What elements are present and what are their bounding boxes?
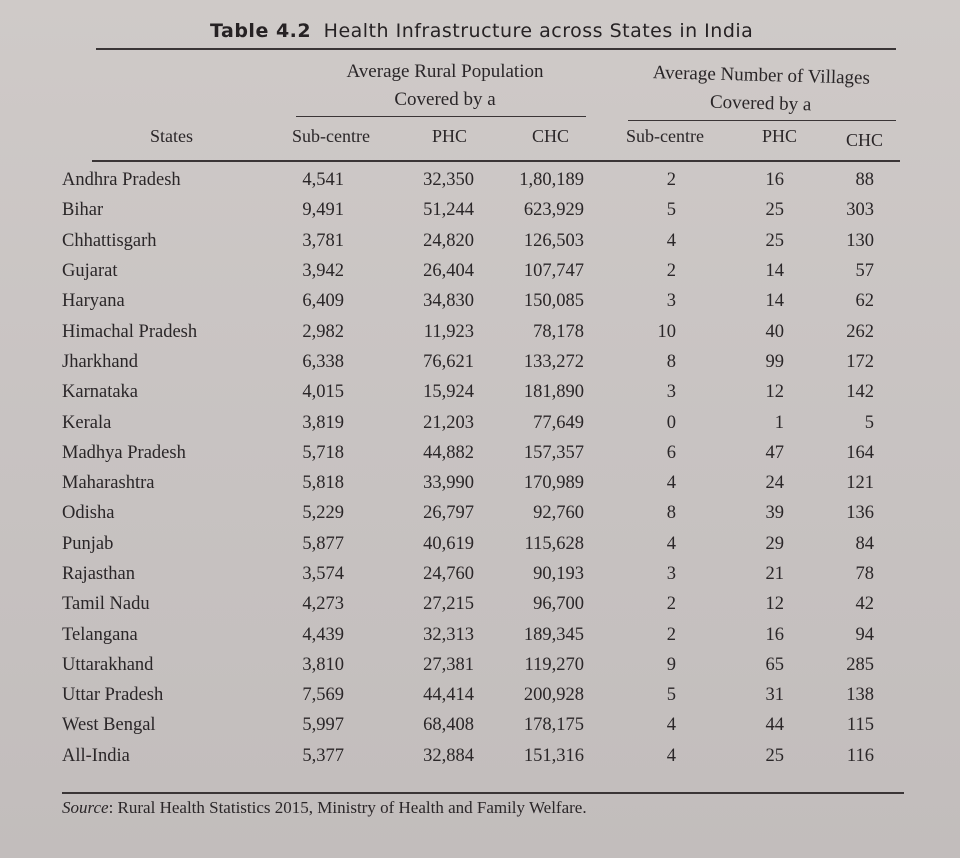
table-row <box>62 529 874 559</box>
table-row <box>62 347 874 377</box>
cell-vil-subcentre: 2 <box>666 624 676 645</box>
group-header-villages-line2: Covered by a <box>709 91 812 116</box>
cell-pop-chc: 78,178 <box>533 321 584 342</box>
cell-pop-phc: 33,990 <box>423 473 474 494</box>
cell-vil-phc: 31 <box>765 685 784 706</box>
cell-vil-phc: 65 <box>765 654 784 675</box>
cell-pop-chc: 150,085 <box>523 291 584 312</box>
cell-vil-subcentre: 3 <box>666 564 676 584</box>
cell-state-name: Punjab <box>62 533 114 554</box>
cell-vil-chc: 164 <box>846 442 874 463</box>
cell-pop-phc: 40,619 <box>423 533 474 554</box>
group-header-population-line2: Covered by a <box>394 89 496 110</box>
cell-pop-phc: 26,404 <box>423 261 474 282</box>
cell-pop-subcentre: 3,819 <box>302 412 344 433</box>
cell-vil-phc: 16 <box>765 170 784 191</box>
cell-pop-subcentre: 4,015 <box>302 382 344 403</box>
cell-pop-phc: 68,408 <box>423 715 474 736</box>
cell-pop-chc: 623,929 <box>523 200 584 221</box>
cell-vil-subcentre: 3 <box>666 291 676 312</box>
cell-pop-phc: 32,350 <box>423 170 474 191</box>
cell-vil-chc: 5 <box>864 412 874 433</box>
cell-pop-phc: 24,820 <box>423 230 474 251</box>
cell-pop-phc: 51,244 <box>423 200 474 221</box>
cell-pop-subcentre: 6,338 <box>302 351 344 372</box>
cell-state-name: Bihar <box>62 200 104 221</box>
source-note <box>62 798 587 818</box>
cell-vil-subcentre: 9 <box>666 654 676 675</box>
cell-vil-subcentre: 10 <box>657 321 676 342</box>
cell-vil-phc: 24 <box>765 473 784 494</box>
cell-vil-subcentre: 4 <box>666 715 676 736</box>
cell-pop-phc: 76,621 <box>423 351 474 372</box>
cell-pop-chc: 133,272 <box>523 351 584 372</box>
cell-vil-phc: 25 <box>765 745 784 766</box>
cell-pop-chc: 1,80,189 <box>519 170 584 191</box>
cell-pop-chc: 119,270 <box>524 654 584 675</box>
table-number: Table 4.2 <box>210 20 312 42</box>
cell-vil-chc: 262 <box>846 321 874 342</box>
cell-pop-chc: 96,700 <box>533 594 584 615</box>
source-label: Source <box>62 798 109 817</box>
cell-vil-phc: 39 <box>765 503 784 524</box>
cell-vil-phc: 12 <box>765 382 784 403</box>
cell-state-name: Karnataka <box>62 382 139 403</box>
cell-vil-subcentre: 8 <box>666 503 676 524</box>
cell-pop-chc: 126,503 <box>523 230 584 251</box>
group-header-villages <box>619 58 902 121</box>
cell-pop-subcentre: 3,574 <box>302 564 344 584</box>
cell-pop-phc: 27,215 <box>423 594 474 615</box>
cell-pop-phc: 11,923 <box>423 321 474 342</box>
table-row <box>62 741 874 771</box>
cell-pop-subcentre: 3,942 <box>302 261 344 282</box>
cell-pop-subcentre: 9,491 <box>302 200 344 221</box>
cell-vil-subcentre: 6 <box>666 442 676 463</box>
bottom-rule <box>62 792 904 794</box>
cell-vil-chc: 285 <box>846 654 874 675</box>
cell-pop-subcentre: 5,377 <box>302 745 344 766</box>
group-rule-villages <box>628 120 896 121</box>
cell-vil-chc: 84 <box>855 533 874 554</box>
table-row <box>62 195 874 225</box>
cell-pop-subcentre: 5,229 <box>302 503 344 524</box>
cell-vil-phc: 29 <box>765 533 784 554</box>
cell-pop-subcentre: 7,569 <box>302 685 344 706</box>
cell-vil-phc: 14 <box>765 291 784 312</box>
cell-pop-phc: 44,414 <box>423 685 474 706</box>
cell-state-name: Uttarakhand <box>62 654 154 675</box>
cell-pop-subcentre: 5,818 <box>302 473 344 494</box>
cell-state-name: Tamil Nadu <box>62 594 150 615</box>
cell-state-name: Haryana <box>62 291 125 312</box>
cell-pop-subcentre: 5,877 <box>302 533 344 554</box>
cell-pop-chc: 77,649 <box>533 412 584 433</box>
cell-pop-subcentre: 5,997 <box>302 715 344 736</box>
cell-pop-phc: 44,882 <box>423 442 474 463</box>
cell-vil-chc: 303 <box>846 200 874 221</box>
cell-pop-phc: 34,830 <box>423 291 474 312</box>
cell-state-name: Jharkhand <box>62 351 139 372</box>
cell-state-name: Andhra Pradesh <box>62 170 181 191</box>
table-row <box>62 619 874 649</box>
table-row <box>62 377 874 407</box>
cell-state-name: Chhattisgarh <box>62 230 157 251</box>
cell-pop-chc: 170,989 <box>523 473 584 494</box>
table-row <box>62 407 874 437</box>
table-row <box>62 589 874 619</box>
column-header-pop-chc: CHC <box>532 126 570 146</box>
cell-pop-phc: 26,797 <box>423 503 474 524</box>
table-row <box>62 226 874 256</box>
table-row <box>62 559 874 589</box>
cell-vil-chc: 115 <box>846 715 874 736</box>
cell-vil-subcentre: 0 <box>666 412 676 433</box>
source-text: : Rural Health Statistics 2015, Ministry of Health and Family Welfare. <box>108 798 587 817</box>
column-header-pop-subcentre: Sub-centre <box>292 126 370 146</box>
cell-vil-chc: 57 <box>855 261 874 282</box>
table-title: Health Infrastructure across States in India <box>323 20 754 42</box>
cell-state-name: All-India <box>62 745 130 766</box>
cell-vil-phc: 14 <box>765 261 784 282</box>
cell-pop-chc: 189,345 <box>523 624 584 645</box>
table-row <box>62 710 874 740</box>
cell-vil-chc: 94 <box>855 624 874 645</box>
cell-pop-chc: 151,316 <box>523 745 584 766</box>
cell-vil-phc: 44 <box>765 715 784 736</box>
cell-vil-chc: 88 <box>855 170 874 191</box>
cell-pop-chc: 92,760 <box>533 503 584 524</box>
cell-vil-subcentre: 3 <box>666 382 676 403</box>
cell-vil-chc: 172 <box>846 351 874 372</box>
cell-pop-phc: 32,884 <box>423 745 474 766</box>
column-header-vil-subcentre: Sub-centre <box>626 126 704 146</box>
cell-vil-phc: 47 <box>765 442 784 463</box>
cell-state-name: Odisha <box>62 503 115 524</box>
table-row <box>62 316 874 346</box>
cell-pop-subcentre: 6,409 <box>302 291 344 312</box>
cell-state-name: Uttar Pradesh <box>62 685 164 706</box>
table-caption <box>210 20 753 42</box>
cell-state-name: Rajasthan <box>62 564 135 584</box>
cell-pop-subcentre: 4,439 <box>302 624 344 645</box>
cell-vil-subcentre: 2 <box>666 594 676 615</box>
column-header-vil-phc: PHC <box>762 126 798 146</box>
group-header-population-line1: Average Rural Population <box>346 61 544 82</box>
cell-pop-phc: 27,381 <box>423 654 474 675</box>
cell-state-name: Himachal Pradesh <box>62 321 198 342</box>
cell-vil-chc: 130 <box>846 230 874 251</box>
cell-vil-phc: 25 <box>765 200 784 221</box>
table-row <box>62 650 874 680</box>
cell-vil-subcentre: 4 <box>666 230 676 251</box>
cell-vil-subcentre: 5 <box>666 200 676 221</box>
table-row <box>62 165 874 195</box>
cell-vil-phc: 21 <box>765 564 784 584</box>
table-row <box>62 468 874 498</box>
cell-state-name: Maharashtra <box>62 473 155 494</box>
cell-vil-chc: 142 <box>846 382 874 403</box>
cell-pop-phc: 32,313 <box>423 624 474 645</box>
cell-vil-chc: 62 <box>855 291 874 312</box>
cell-vil-subcentre: 2 <box>666 261 676 282</box>
table-row <box>62 438 874 468</box>
cell-state-name: Kerala <box>62 412 112 433</box>
cell-pop-subcentre: 5,718 <box>302 442 344 463</box>
cell-vil-chc: 116 <box>846 745 874 766</box>
cell-state-name: Telangana <box>62 624 138 645</box>
cell-state-name: Gujarat <box>62 261 118 282</box>
cell-vil-subcentre: 4 <box>666 745 676 766</box>
cell-pop-chc: 200,928 <box>523 685 584 706</box>
table-row <box>62 680 874 710</box>
cell-vil-chc: 136 <box>846 503 874 524</box>
cell-pop-chc: 107,747 <box>523 261 584 282</box>
cell-pop-chc: 181,890 <box>523 382 584 403</box>
cell-vil-chc: 121 <box>846 473 874 494</box>
cell-vil-subcentre: 4 <box>666 473 676 494</box>
cell-pop-chc: 178,175 <box>523 715 584 736</box>
cell-vil-subcentre: 5 <box>666 685 676 706</box>
cell-vil-chc: 42 <box>855 594 874 615</box>
table-body <box>62 165 874 771</box>
cell-pop-subcentre: 4,273 <box>302 594 344 615</box>
cell-pop-subcentre: 3,781 <box>302 230 344 251</box>
cell-vil-subcentre: 8 <box>666 351 676 372</box>
header-rule <box>92 160 900 162</box>
cell-vil-subcentre: 2 <box>666 170 676 191</box>
cell-pop-phc: 24,760 <box>423 564 474 584</box>
cell-pop-phc: 21,203 <box>423 412 474 433</box>
top-rule <box>96 48 896 50</box>
cell-vil-phc: 1 <box>774 412 784 433</box>
table-row <box>62 498 874 528</box>
group-header-villages-line1: Average Number of Villages <box>652 62 871 89</box>
cell-pop-phc: 15,924 <box>423 382 474 403</box>
cell-state-name: West Bengal <box>62 715 156 736</box>
cell-vil-phc: 99 <box>765 351 784 372</box>
cell-vil-phc: 16 <box>765 624 784 645</box>
column-header-states: States <box>150 126 193 146</box>
column-header-vil-chc: CHC <box>846 130 884 150</box>
cell-pop-subcentre: 3,810 <box>302 654 344 675</box>
cell-state-name: Madhya Pradesh <box>62 442 186 463</box>
table-row <box>62 286 874 316</box>
cell-vil-chc: 138 <box>846 685 874 706</box>
cell-vil-subcentre: 4 <box>666 533 676 554</box>
column-header-pop-phc: PHC <box>432 126 468 146</box>
group-rule-population <box>296 116 586 117</box>
health-infrastructure-table <box>62 165 874 771</box>
cell-vil-phc: 12 <box>765 594 784 615</box>
group-header-population <box>300 58 590 114</box>
cell-pop-chc: 90,193 <box>533 564 584 584</box>
cell-pop-chc: 115,628 <box>524 533 584 554</box>
cell-vil-chc: 78 <box>855 564 874 584</box>
cell-vil-phc: 25 <box>765 230 784 251</box>
cell-pop-chc: 157,357 <box>523 442 584 463</box>
table-row <box>62 256 874 286</box>
cell-pop-subcentre: 4,541 <box>302 170 344 191</box>
cell-vil-phc: 40 <box>765 321 784 342</box>
cell-pop-subcentre: 2,982 <box>302 321 344 342</box>
